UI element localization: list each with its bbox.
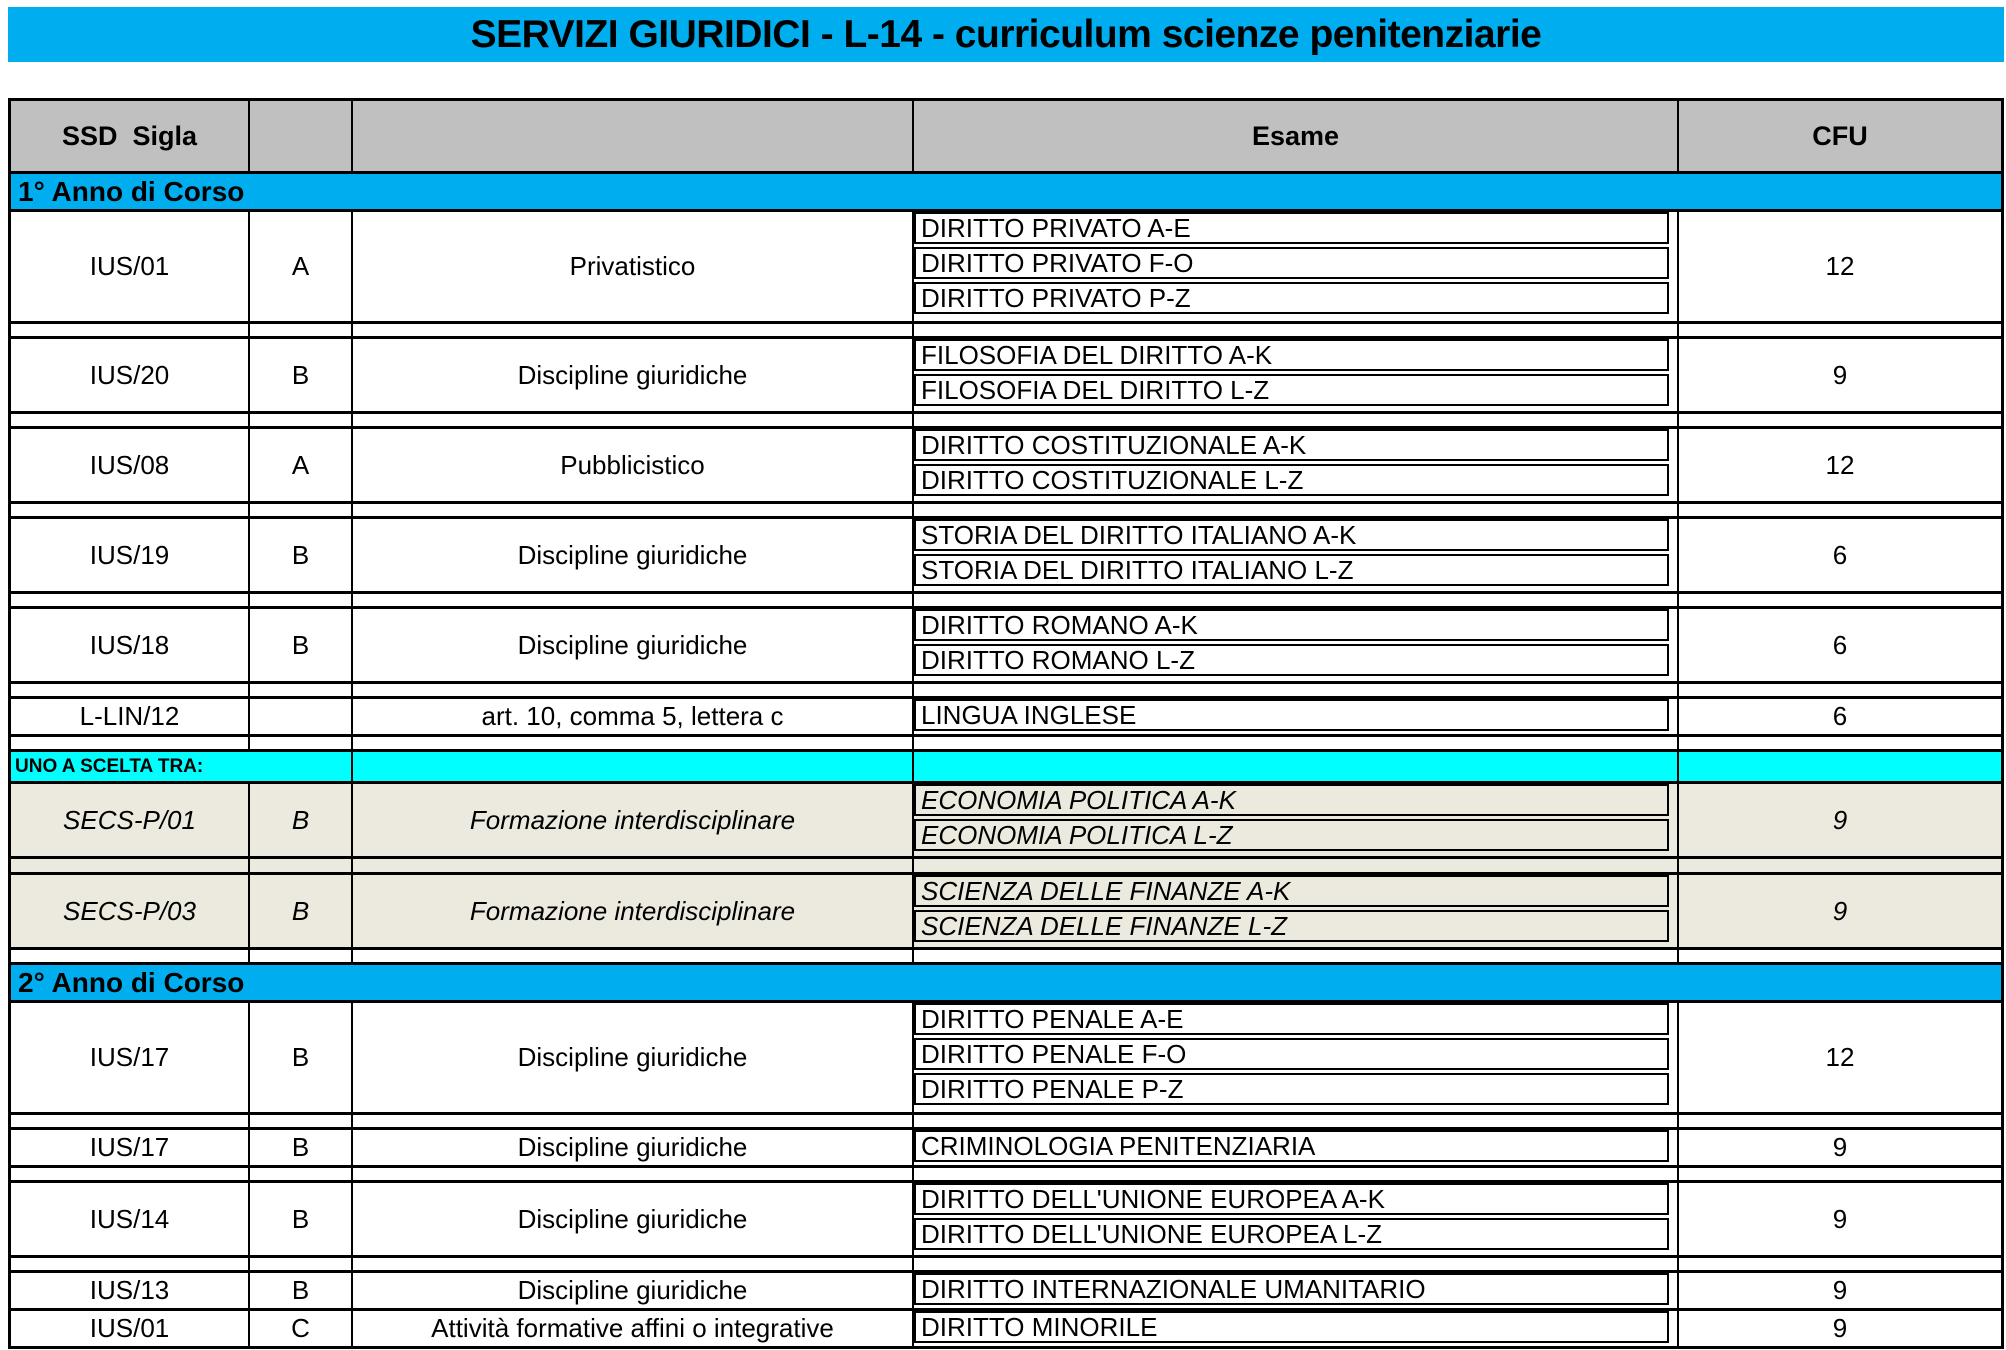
spacer-cell [912, 1258, 1677, 1270]
spacer-cell [351, 684, 912, 696]
spacer-cell [1677, 1168, 2001, 1180]
header-row [11, 101, 2001, 171]
spacer-cell [912, 1115, 1677, 1127]
course-row [11, 781, 2001, 856]
spacer-cell [11, 594, 248, 606]
section-label: 2° Anno di Corso [18, 966, 245, 998]
spacer-cell [1677, 859, 2001, 872]
spacer-row [11, 411, 2001, 426]
spacer-cell [1677, 684, 2001, 696]
spacer-cell [11, 1168, 248, 1180]
choice-empty-cfu [1677, 752, 2001, 781]
exam-box: DIRITTO ROMANO L-Z [914, 644, 1669, 676]
ssd-cell: IUS/01 [89, 1313, 170, 1343]
exam-box: CRIMINOLOGIA PENITENZIARIA [914, 1130, 1669, 1162]
esame-cell [912, 1130, 1677, 1165]
ambito-cell: Discipline giuridiche [351, 1130, 912, 1165]
esame-cell [912, 1311, 1677, 1346]
header-cell-cfu: CFU [1677, 101, 2001, 171]
exam-box: DIRITTO PRIVATO A-E [914, 212, 1669, 244]
exam-box: DIRITTO ROMANO A-K [914, 609, 1669, 641]
spacer-cell [912, 414, 1677, 426]
exam-box: LINGUA INGLESE [914, 699, 1669, 731]
ambito-cell: Discipline giuridiche [351, 519, 912, 591]
ssd-cell: SECS-P/03 [63, 895, 196, 926]
ssd-cell: IUS/17 [89, 1042, 170, 1072]
ambito-cell: Discipline giuridiche [351, 1273, 912, 1308]
spacer-cell [1677, 1115, 2001, 1127]
esame-cell [912, 339, 1677, 411]
spacer-cell [11, 684, 248, 696]
spacer-cell [912, 859, 1677, 872]
esame-cell [912, 212, 1677, 321]
tipo-cell: B [248, 875, 351, 947]
ambito-cell: Pubblicistico [351, 429, 912, 501]
cfu-cell: 9 [1677, 1311, 2001, 1346]
spacer-cell [1677, 594, 2001, 606]
exam-box: ECONOMIA POLITICA L-Z [914, 819, 1669, 851]
spacer-cell [912, 324, 1677, 336]
spacer-cell [11, 414, 248, 426]
choice-label: UNO A SCELTA TRA: [15, 755, 204, 777]
spacer-cell [1677, 1258, 2001, 1270]
exam-box: DIRITTO MINORILE [914, 1311, 1669, 1343]
exam-box: FILOSOFIA DEL DIRITTO A-K [914, 339, 1669, 371]
spacer-cell [248, 859, 351, 872]
spacer-cell [351, 324, 912, 336]
ssd-cell: IUS/18 [89, 629, 170, 660]
spacer-cell [248, 950, 351, 962]
choice-header-row [11, 749, 2001, 781]
exam-box: DIRITTO COSTITUZIONALE A-K [914, 429, 1669, 461]
tipo-cell: B [248, 519, 351, 591]
exam-box: STORIA DEL DIRITTO ITALIANO L-Z [914, 554, 1669, 586]
esame-cell [912, 1183, 1677, 1255]
spacer-cell [248, 1115, 351, 1127]
ssd-cell: SECS-P/01 [63, 804, 196, 835]
ambito-cell: art. 10, comma 5, lettera c [351, 699, 912, 734]
exam-box: DIRITTO PENALE A-E [914, 1003, 1669, 1035]
esame-cell [912, 875, 1677, 947]
ssd-cell: L-LIN/12 [79, 701, 180, 731]
spacer-cell [351, 1258, 912, 1270]
ambito-cell: Discipline giuridiche [351, 1003, 912, 1112]
spacer-cell [912, 737, 1677, 749]
tipo-cell [248, 699, 351, 734]
cfu-cell: 12 [1677, 212, 2001, 321]
spacer-cell [912, 1168, 1677, 1180]
choice-empty-esame [912, 752, 1677, 781]
esame-cell [912, 784, 1677, 856]
course-row [11, 872, 2001, 947]
course-row [11, 209, 2001, 321]
spacer-cell [1677, 324, 2001, 336]
tipo-cell: C [248, 1311, 351, 1346]
cfu-cell: 9 [1677, 1130, 2001, 1165]
exam-box: DIRITTO DELL'UNIONE EUROPEA L-Z [914, 1218, 1669, 1250]
spacer-cell [351, 1115, 912, 1127]
exam-box: DIRITTO DELL'UNIONE EUROPEA A-K [914, 1183, 1669, 1215]
spacer-cell [912, 504, 1677, 516]
header-cell-ambito [351, 101, 912, 171]
ambito-cell: Discipline giuridiche [351, 339, 912, 411]
header-cell-ssd: SSD Sigla [61, 120, 198, 151]
spacer-cell [912, 594, 1677, 606]
spacer-cell [912, 950, 1677, 962]
course-row [11, 606, 2001, 681]
ssd-cell: IUS/01 [89, 251, 170, 281]
spacer-cell [351, 737, 912, 749]
section-label: 1° Anno di Corso [18, 175, 245, 207]
exam-box: ECONOMIA POLITICA A-K [914, 784, 1669, 816]
exam-box: DIRITTO INTERNAZIONALE UMANITARIO [914, 1273, 1669, 1305]
tipo-cell: B [248, 1183, 351, 1255]
esame-cell [912, 699, 1677, 734]
cfu-cell: 9 [1677, 1273, 2001, 1308]
spacer-cell [1677, 737, 2001, 749]
spacer-cell [351, 859, 912, 872]
spacer-cell [11, 504, 248, 516]
spacer-cell [248, 1168, 351, 1180]
cfu-cell: 9 [1677, 875, 2001, 947]
tipo-cell: B [248, 339, 351, 411]
tipo-cell: A [248, 212, 351, 321]
cfu-cell: 6 [1677, 519, 2001, 591]
spacer-row [11, 734, 2001, 749]
tipo-cell: B [248, 1273, 351, 1308]
course-row [11, 1180, 2001, 1255]
spacer-cell [248, 1258, 351, 1270]
ambito-cell: Privatistico [351, 212, 912, 321]
exam-box: DIRITTO PENALE F-O [914, 1038, 1669, 1070]
spacer-cell [11, 950, 248, 962]
course-row [11, 696, 2001, 734]
ambito-cell: Attività formative affini o integrative [351, 1311, 912, 1346]
spacer-row [11, 1165, 2001, 1180]
esame-cell [912, 519, 1677, 591]
course-row [11, 1308, 2001, 1346]
course-row [11, 426, 2001, 501]
ambito-cell: Discipline giuridiche [351, 1183, 912, 1255]
course-row [11, 336, 2001, 411]
course-row [11, 1000, 2001, 1112]
spacer-cell [11, 1258, 248, 1270]
cfu-cell: 6 [1677, 609, 2001, 681]
spacer-row [11, 1255, 2001, 1270]
tipo-cell: B [248, 1130, 351, 1165]
spacer-cell [351, 414, 912, 426]
spacer-cell [11, 859, 248, 872]
cfu-cell: 9 [1677, 784, 2001, 856]
ssd-cell: IUS/08 [89, 449, 170, 480]
spacer-cell [11, 324, 248, 336]
spacer-cell [1677, 504, 2001, 516]
cfu-cell: 9 [1677, 339, 2001, 411]
exam-box: FILOSOFIA DEL DIRITTO L-Z [914, 374, 1669, 406]
course-row [11, 516, 2001, 591]
spacer-row [11, 1112, 2001, 1127]
ssd-cell: IUS/19 [89, 539, 170, 570]
spacer-cell [1677, 950, 2001, 962]
choice-empty-ambito [351, 752, 912, 781]
spacer-row [11, 681, 2001, 696]
cfu-cell: 9 [1677, 1183, 2001, 1255]
tipo-cell: B [248, 1003, 351, 1112]
spacer-cell [1677, 414, 2001, 426]
section-row [11, 171, 2001, 209]
esame-cell [912, 609, 1677, 681]
esame-cell [912, 1003, 1677, 1112]
cfu-cell: 12 [1677, 1003, 2001, 1112]
spacer-cell [351, 594, 912, 606]
spacer-cell [351, 1168, 912, 1180]
ssd-cell: IUS/13 [89, 1275, 170, 1305]
section-row [11, 962, 2001, 1000]
exam-box: DIRITTO PRIVATO F-O [914, 247, 1669, 279]
spacer-cell [248, 737, 351, 749]
esame-cell [912, 1273, 1677, 1308]
spacer-cell [912, 684, 1677, 696]
spacer-cell [11, 737, 248, 749]
spacer-row [11, 856, 2001, 872]
exam-box: DIRITTO COSTITUZIONALE L-Z [914, 464, 1669, 496]
title-bar [8, 7, 2004, 62]
cfu-cell: 6 [1677, 699, 2001, 734]
spacer-cell [248, 504, 351, 516]
spacer-cell [248, 684, 351, 696]
course-row [11, 1127, 2001, 1165]
exam-box: DIRITTO PENALE P-Z [914, 1073, 1669, 1105]
ssd-cell: IUS/14 [89, 1203, 170, 1234]
exam-box: SCIENZA DELLE FINANZE L-Z [914, 910, 1669, 942]
tipo-cell: A [248, 429, 351, 501]
spacer-row [11, 591, 2001, 606]
tipo-cell: B [248, 784, 351, 856]
exam-box: SCIENZA DELLE FINANZE A-K [914, 875, 1669, 907]
ambito-cell: Formazione interdisciplinare [351, 784, 912, 856]
header-cell-esame: Esame [912, 101, 1677, 171]
ambito-cell: Formazione interdisciplinare [351, 875, 912, 947]
esame-cell [912, 429, 1677, 501]
spacer-row [11, 501, 2001, 516]
spacer-cell [11, 1115, 248, 1127]
page-title: SERVIZI GIURIDICI - L-14 - curriculum scienze penitenziarie [470, 12, 1542, 56]
ssd-cell: IUS/20 [89, 359, 170, 390]
exam-box: DIRITTO PRIVATO P-Z [914, 282, 1669, 314]
header-cell-tipo [248, 101, 351, 171]
cfu-cell: 12 [1677, 429, 2001, 501]
spacer-cell [248, 414, 351, 426]
curriculum-table [8, 98, 2004, 1349]
ssd-cell: IUS/17 [89, 1132, 170, 1162]
ambito-cell: Discipline giuridiche [351, 609, 912, 681]
exam-box: STORIA DEL DIRITTO ITALIANO A-K [914, 519, 1669, 551]
spacer-cell [351, 950, 912, 962]
spacer-cell [248, 324, 351, 336]
tipo-cell: B [248, 609, 351, 681]
spacer-cell [351, 504, 912, 516]
spacer-cell [248, 594, 351, 606]
spacer-row [11, 947, 2001, 962]
course-row [11, 1270, 2001, 1308]
spacer-row [11, 321, 2001, 336]
